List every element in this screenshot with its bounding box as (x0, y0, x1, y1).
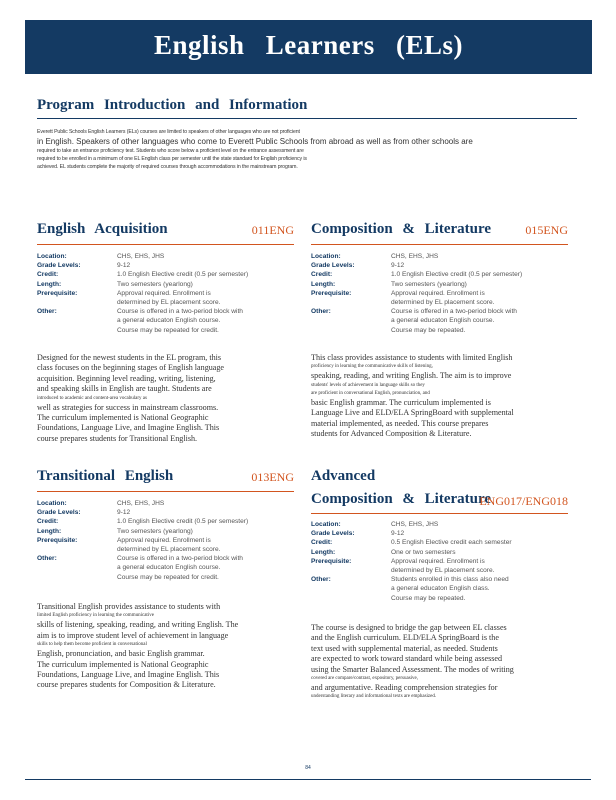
description-line: text used with supplemental material, as needed. Students (311, 643, 498, 653)
detail-label: Other: (37, 308, 57, 316)
description-line: limited English proficiency in learning the communicative (37, 613, 154, 619)
detail-value: CHS, EHS, JHS (391, 253, 439, 260)
intro-line: required to take an entrance proficiency test. Students who score below a proficient level on the entrance assessment are (37, 148, 304, 154)
course-rule (37, 491, 294, 492)
description-line: The curriculum implemented is National Geographic (37, 413, 209, 423)
intro-heading: Program Introduction and Information (37, 97, 308, 113)
detail-row (311, 529, 568, 538)
detail-value: CHS, EHS, JHS (117, 253, 165, 260)
detail-value: 1.0 English Elective credit (0.5 per semester) (117, 271, 249, 279)
detail-row (37, 261, 294, 270)
course-details (311, 252, 568, 335)
course-title-advanced: Advanced (311, 468, 376, 484)
intro-line: achieved. EL students complete the majority of required courses through accommodations in the mainstream program. (37, 164, 298, 170)
course-title-transitional-english: Transitional English (37, 468, 174, 484)
detail-value: Course is offered in a two-period block with a general educaton English course. Course may be repeated for credit. (117, 308, 243, 334)
course-code: 013ENG (251, 470, 294, 484)
detail-value: Approval required. Enrollment is determined by EL placement score. (117, 289, 221, 307)
description-line: aim is to improve student level of achievement in language (37, 630, 229, 640)
course-description (37, 602, 297, 691)
description-line: English, pronunciation, and basic English grammar. (37, 649, 205, 659)
description-line: are proficient in conversational English, pronunciation, and (311, 390, 430, 396)
intro-line: required to be enrolled in a minimum of one EL English class per semester until the state standard for English proficiency is (37, 156, 307, 162)
detail-row (37, 527, 294, 536)
detail-label: Length: (311, 280, 336, 288)
intro-rule (37, 118, 577, 119)
course-details (311, 520, 568, 603)
detail-label: Location: (37, 500, 67, 507)
detail-value: One or two semesters (391, 548, 456, 556)
detail-label: Grade Levels: (311, 262, 355, 270)
detail-value: Two semesters (yearlong) (117, 527, 193, 535)
detail-value: Students enrolled in this class also need a general educaton English class. Course may be repeated. (391, 576, 509, 602)
detail-value: 9-12 (117, 262, 131, 270)
detail-label: Credit: (311, 539, 333, 547)
course-description (37, 353, 297, 444)
detail-row (37, 517, 294, 526)
description-line: students' levels of achievement in language skills so they (311, 382, 425, 388)
course-title-composition-literature: Composition & Literature (311, 221, 492, 237)
description-line: using the Smarter Balanced Assessment. The modes of writing (311, 664, 514, 674)
detail-row (311, 548, 568, 557)
detail-row (311, 307, 568, 335)
description-line: The curriculum implemented is National Geographic (37, 659, 209, 669)
detail-value: 9-12 (391, 530, 405, 538)
detail-label: Other: (37, 555, 57, 563)
description-line: Foundations, Language Live, and Imagine English. This (37, 670, 220, 680)
description-line: and speaking skills in English are taught. Students are (37, 384, 212, 394)
detail-row (311, 252, 568, 261)
detail-value: Two semesters (yearlong) (391, 280, 467, 288)
intro-line: Everett Public Schools English Learners (ELs) courses are limited to speakers of other languages who are not proficient (37, 129, 300, 135)
description-line: skills of listening, speaking, reading, and writing English. The (37, 620, 239, 630)
page-banner (25, 20, 592, 74)
detail-row (37, 307, 294, 335)
detail-value: Approval required. Enrollment is determined by EL placement score. (391, 289, 495, 307)
course-code: 011ENG (251, 223, 294, 237)
description-line: speaking, reading, and writing English. The aim is to improve (311, 371, 512, 381)
detail-label: Other: (311, 308, 331, 316)
description-line: material implemented, as needed. This course prepares (311, 418, 489, 428)
course-rule (37, 244, 294, 245)
detail-value: Course is offered in a two-period block with a general educaton English course. Course may be repeated. (391, 308, 517, 334)
description-line: students for Advanced Composition & Literature. (311, 429, 472, 439)
page-title: English Learners (ELs) (153, 30, 464, 60)
description-line: and the English curriculum. ELD/ELA SpringBoard is the (311, 633, 499, 643)
detail-label: Grade Levels: (311, 530, 355, 538)
detail-row (37, 289, 294, 307)
detail-row (311, 538, 568, 547)
description-line: The course is designed to bridge the gap between EL classes (311, 623, 507, 632)
description-line: course prepares students for Transitional English. (37, 433, 198, 443)
detail-label: Grade Levels: (37, 262, 81, 270)
detail-value: 1.0 English Elective credit (0.5 per semester) (117, 518, 249, 526)
detail-row (311, 289, 568, 307)
description-line: Designed for the newest students in the EL program, this (37, 353, 222, 362)
description-line: introduced to academic and content-area vocabulary as (37, 395, 147, 401)
description-line: are expected to work toward standard while being assessed (311, 654, 503, 664)
detail-value: Course is offered in a two-period block with a general educaton English course. Course may be repeated for credit. (117, 555, 243, 581)
course-title-english-acquisition: English Acquisition (37, 221, 168, 237)
detail-label: Grade Levels: (37, 509, 81, 517)
description-line: basic English grammar. The curriculum implemented is (311, 397, 491, 407)
course-description (311, 623, 581, 701)
course-code: ENG017/ENG018 (479, 494, 568, 508)
detail-value: 9-12 (117, 509, 131, 517)
description-line: skills to help them become proficient in conversational (37, 642, 147, 648)
detail-label: Credit: (37, 271, 59, 279)
detail-row (311, 575, 568, 603)
detail-label: Location: (311, 253, 341, 260)
course-details (37, 499, 294, 582)
intro-paragraph (37, 128, 577, 171)
description-line: course prepares students for Composition & Literature. (37, 680, 216, 690)
detail-row (311, 557, 568, 575)
description-line: Transitional English provides assistance to students with (37, 602, 221, 611)
detail-value: Two semesters (yearlong) (117, 280, 193, 288)
description-line: and argumentative. Reading comprehension strategies for (311, 683, 498, 693)
course-code: 015ENG (525, 223, 568, 237)
detail-row (37, 252, 294, 261)
detail-label: Length: (37, 527, 62, 535)
detail-value: 1.0 English Elective credit (0.5 per semester) (391, 271, 523, 279)
description-line: Language Live and ELD/ELA SpringBoard with supplemental (311, 408, 514, 418)
detail-row (37, 536, 294, 554)
detail-row (37, 280, 294, 289)
detail-value: CHS, EHS, JHS (391, 521, 439, 528)
description-line: well as strategies for success in mainstream classrooms. (37, 402, 219, 412)
detail-label: Prerequisite: (37, 536, 78, 544)
detail-row (37, 508, 294, 517)
intro-line: in English. Speakers of other languages who come to Everett Public Schools from abroad as well as from other schools are (37, 137, 473, 146)
detail-label: Other: (311, 576, 331, 584)
description-line: understanding literary and informational texts are emphasized. (311, 694, 437, 700)
detail-value: 0.5 English Elective credit each semester (391, 539, 512, 547)
description-line: Foundations, Language Live, and Imagine English. This (37, 423, 220, 433)
detail-row (37, 499, 294, 508)
description-line: covered are compare/contrast, expository, persuasive, (311, 676, 418, 682)
detail-value: Approval required. Enrollment is determined by EL placement score. (391, 557, 495, 575)
description-line: class focuses on the beginning stages of English language (37, 363, 225, 373)
detail-row (311, 280, 568, 289)
detail-label: Credit: (37, 518, 59, 526)
detail-label: Prerequisite: (311, 289, 352, 297)
course-details (37, 252, 294, 335)
description-line: proficiency in learning the communicative skills of listening, (311, 364, 433, 370)
detail-row (311, 261, 568, 270)
course-rule (311, 513, 568, 514)
detail-value: CHS, EHS, JHS (117, 500, 165, 507)
detail-label: Location: (37, 253, 67, 260)
description-line: This class provides assistance to students with limited English (311, 353, 513, 362)
course-rule (311, 244, 568, 245)
detail-row (311, 520, 568, 529)
course-title-advanced-line2: Composition & Literature (311, 491, 492, 507)
detail-row (37, 270, 294, 279)
detail-value: Approval required. Enrollment is determined by EL placement score. (117, 536, 221, 554)
footer-rule (25, 779, 591, 780)
detail-row (311, 270, 568, 279)
detail-value: 9-12 (391, 262, 405, 270)
detail-label: Length: (311, 548, 336, 556)
page-number: 84 (305, 765, 311, 771)
detail-label: Credit: (311, 271, 333, 279)
detail-label: Prerequisite: (311, 557, 352, 565)
detail-row (37, 554, 294, 582)
detail-label: Length: (37, 280, 62, 288)
description-line: acquisition. Beginning level reading, writing, listening, (37, 373, 216, 383)
detail-label: Prerequisite: (37, 289, 78, 297)
detail-label: Location: (311, 521, 341, 528)
course-description (311, 353, 581, 439)
